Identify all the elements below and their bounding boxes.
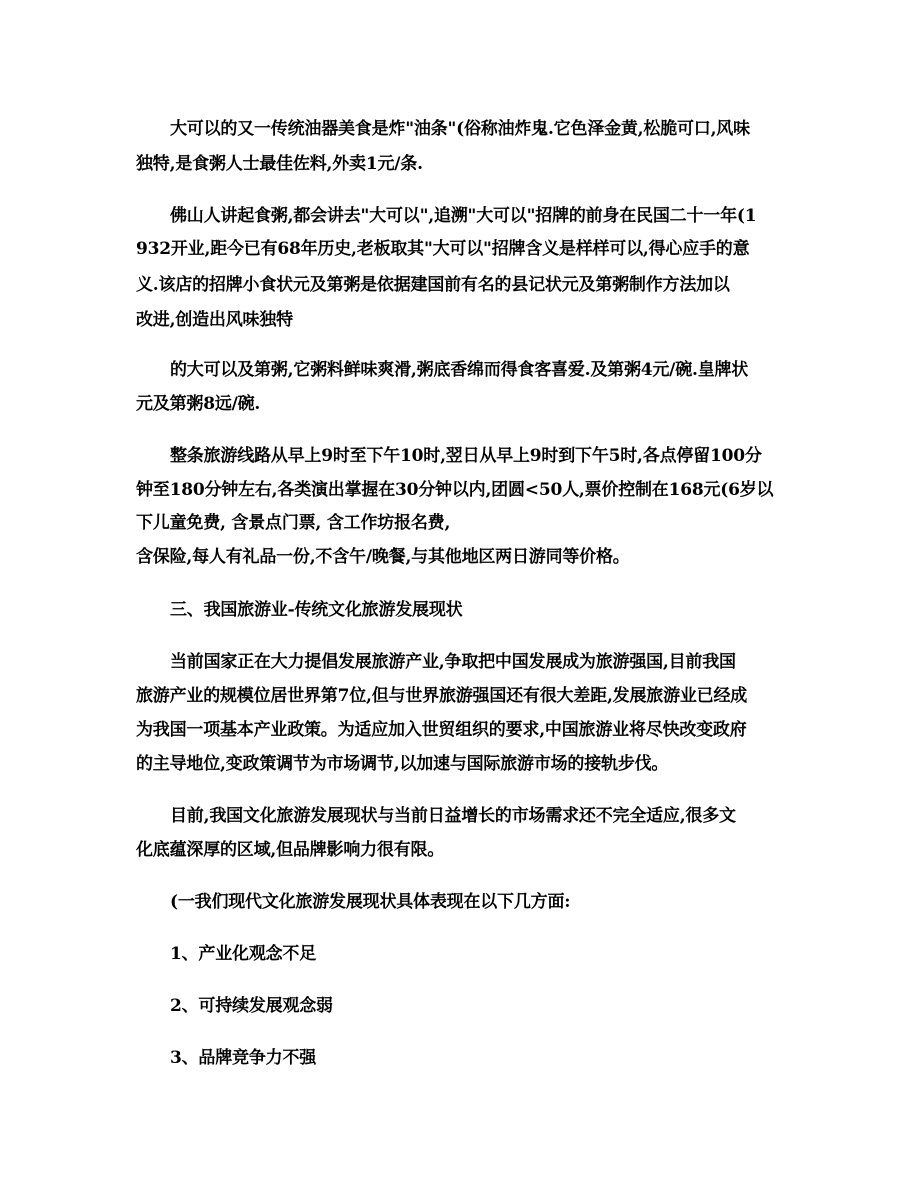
text-line: 当前国家正在大力提倡发展旅游产业,争取把中国发展成为旅游强国,目前我国 xyxy=(170,652,736,672)
text-line: 含保险,每人有礼品一份,不含午/晚餐,与其他地区两日游同等价格。 xyxy=(136,547,630,567)
text-line: (一我们现代文化旅游发展现状具体表现在以下几方面: xyxy=(170,892,571,912)
text-line: 义.该店的招牌小食状元及第粥是依据建国前有名的县记状元及第粥制作方法加以 xyxy=(136,275,730,295)
text-line: 钟至180分钟左右,各类演出掌握在30分钟以内,团圆<50人,票价控制在168元(6岁以 xyxy=(136,480,774,500)
text-line: 旅游产业的规模位居世界第7位,但与世界旅游强国还有很大差距,发展旅游业已经成 xyxy=(136,686,748,706)
text-line: 化底蕴深厚的区域,但品牌影响力很有限。 xyxy=(136,840,445,860)
text-line: 改进,创造出风味独特 xyxy=(136,310,293,330)
text-line: 下儿童免费, 含景点门票, 含工作坊报名费, xyxy=(136,513,451,533)
text-line: 的主导地位,变政策调节为市场调节,以加速与国际旅游市场的接轨步伐。 xyxy=(136,754,669,774)
list-item: 1、产业化观念不足 xyxy=(170,944,317,964)
text-line: 大可以的又一传统油器美食是炸"油条"(俗称油炸鬼.它色泽金黄,松脆可口,风味 xyxy=(170,119,750,139)
text-line: 整条旅游线路从早上9时至下午10时,翌日从早上9时到下午5时,各点停留100分 xyxy=(170,446,762,466)
list-item: 3、品牌竞争力不强 xyxy=(170,1048,317,1068)
text-line: 独特,是食粥人士最佳佐料,外卖1元/条. xyxy=(136,154,423,174)
text-line: 的大可以及第粥,它粥料鲜味爽滑,粥底香绵而得食客喜爱.及第粥4元/碗.皇牌状 xyxy=(170,360,749,380)
text-line: 932开业,距今已有68年历史,老板取其"大可以"招牌含义是样样可以,得心应手的意 xyxy=(136,239,750,259)
text-line: 元及第粥8远/碗. xyxy=(136,394,261,414)
list-item: 2、可持续发展观念弱 xyxy=(170,996,333,1016)
text-line: 为我国一项基本产业政策。为适应加入世贸组织的要求,中国旅游业将尽快改变政府 xyxy=(136,720,747,740)
text-line: 佛山人讲起食粥,都会讲去"大可以",追溯"大可以"招牌的前身在民国二十一年(1 xyxy=(170,206,757,226)
text-line: 目前,我国文化旅游发展现状与当前日益增长的市场需求还不完全适应,很多文 xyxy=(170,806,736,826)
section-heading: 三、我国旅游业-传统文化旅游发展现状 xyxy=(170,600,463,620)
